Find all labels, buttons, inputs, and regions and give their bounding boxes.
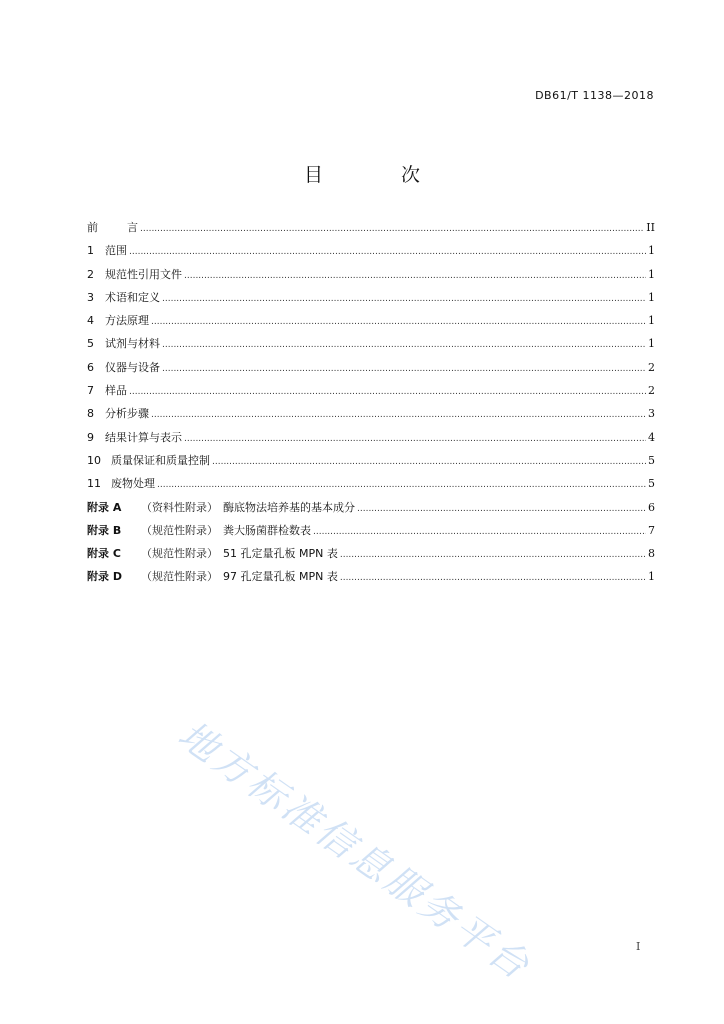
appendix-id: 附录 C (87, 547, 121, 561)
dot-leader (151, 317, 646, 327)
toc-entry-page: 1 (648, 314, 655, 328)
toc-entry[interactable] (87, 266, 655, 289)
toc-entry-label: 规范性引用文件 (105, 267, 182, 281)
appendix-label: 97 孔定量孔板 MPN 表 (223, 570, 338, 584)
appendix-id: 附录 B (87, 523, 122, 537)
appendix-entry[interactable] (87, 499, 655, 522)
appendix-entry[interactable] (87, 545, 655, 568)
toc-entry-number: 8 (87, 407, 94, 421)
toc-entry[interactable] (87, 289, 655, 312)
toc-entry-number: 10 (87, 453, 101, 467)
dot-leader (357, 504, 646, 514)
appendix-page: 1 (648, 570, 655, 584)
toc-entry[interactable] (87, 242, 655, 265)
dot-leader (313, 527, 646, 537)
toc-entry-page: II (646, 221, 655, 234)
appendix-entry[interactable] (87, 522, 655, 545)
toc-entry-label: 质量保证和质量控制 (111, 453, 210, 467)
toc-entry[interactable] (87, 335, 655, 358)
toc-entry[interactable] (87, 429, 655, 452)
appendix-page: 6 (648, 500, 655, 514)
appendix-id: 附录 A (87, 500, 122, 514)
toc-entry-page: 1 (648, 290, 655, 304)
toc-entry-label: 术语和定义 (105, 290, 160, 304)
toc-entry-number: 2 (87, 267, 94, 281)
appendix-kind: （资料性附录） (141, 500, 218, 514)
toc-entry-label: 样品 (105, 384, 127, 398)
toc-entry-number: 前 (87, 221, 98, 234)
dot-leader (162, 364, 646, 374)
toc-entry[interactable] (87, 475, 655, 498)
dot-leader (162, 294, 646, 304)
toc-entry-page: 1 (648, 337, 655, 351)
dot-leader (162, 340, 646, 350)
dot-leader (129, 247, 646, 257)
toc-entry-number: 11 (87, 477, 101, 491)
toc-entry-label: 结果计算与表示 (105, 430, 182, 444)
toc-title: 目 次 (303, 164, 457, 186)
appendix-kind: （规范性附录） (141, 547, 218, 561)
appendix-kind: （规范性附录） (141, 523, 218, 537)
toc-entry-number: 5 (87, 337, 94, 351)
toc-entry-number: 7 (87, 384, 94, 398)
appendix-page: 7 (648, 523, 655, 537)
toc-entry-number: 4 (87, 314, 94, 328)
toc-entry-page: 5 (648, 453, 655, 467)
toc-entry-label: 仪器与设备 (105, 360, 160, 374)
toc-entry-number: 9 (87, 430, 94, 444)
toc-entry-page: 4 (648, 430, 655, 444)
dot-leader (184, 434, 646, 444)
dot-leader (184, 271, 646, 281)
toc-entry-page: 1 (648, 267, 655, 281)
toc-entry-label: 试剂与材料 (105, 337, 160, 351)
toc-entry[interactable] (87, 359, 655, 382)
toc-entry[interactable] (87, 405, 655, 428)
appendix-label: 51 孔定量孔板 MPN 表 (223, 547, 338, 561)
document-code: DB61/T 1138—2018 (535, 89, 654, 102)
dot-leader (340, 550, 646, 560)
toc-entry-page: 1 (648, 244, 655, 258)
dot-leader (151, 410, 646, 420)
toc-entry[interactable] (87, 452, 655, 475)
dot-leader (340, 573, 646, 583)
toc-entry-page: 3 (648, 407, 655, 421)
appendix-label: 粪大肠菌群检数表 (223, 523, 311, 537)
toc-entry-page: 2 (648, 384, 655, 398)
toc-entry-page: 5 (648, 477, 655, 491)
dot-leader (157, 480, 646, 490)
toc-entry-number: 1 (87, 244, 94, 258)
toc-entry-number: 3 (87, 290, 94, 304)
dot-leader (140, 224, 644, 234)
appendix-entry[interactable] (87, 568, 655, 591)
dot-leader (129, 387, 646, 397)
toc-entry-label: 方法原理 (105, 314, 149, 328)
toc-entry-number: 6 (87, 360, 94, 374)
table-of-contents (87, 219, 655, 592)
toc-entry-label: 言 (127, 221, 138, 234)
toc-entry[interactable] (87, 382, 655, 405)
toc-entry-label: 废物处理 (111, 477, 155, 491)
appendix-id: 附录 D (87, 570, 122, 584)
appendix-label: 酶底物法培养基的基本成分 (223, 500, 355, 514)
toc-entry-label: 范围 (105, 244, 127, 258)
toc-entry-label: 分析步骤 (105, 407, 149, 421)
page-number: I (636, 940, 641, 953)
watermark: 地方标准信息服务平台 (170, 712, 540, 990)
appendix-kind: （规范性附录） (141, 570, 218, 584)
toc-entry-foreword[interactable] (87, 219, 655, 242)
appendix-page: 8 (648, 547, 655, 561)
toc-entry[interactable] (87, 312, 655, 335)
dot-leader (212, 457, 646, 467)
toc-entry-page: 2 (648, 360, 655, 374)
